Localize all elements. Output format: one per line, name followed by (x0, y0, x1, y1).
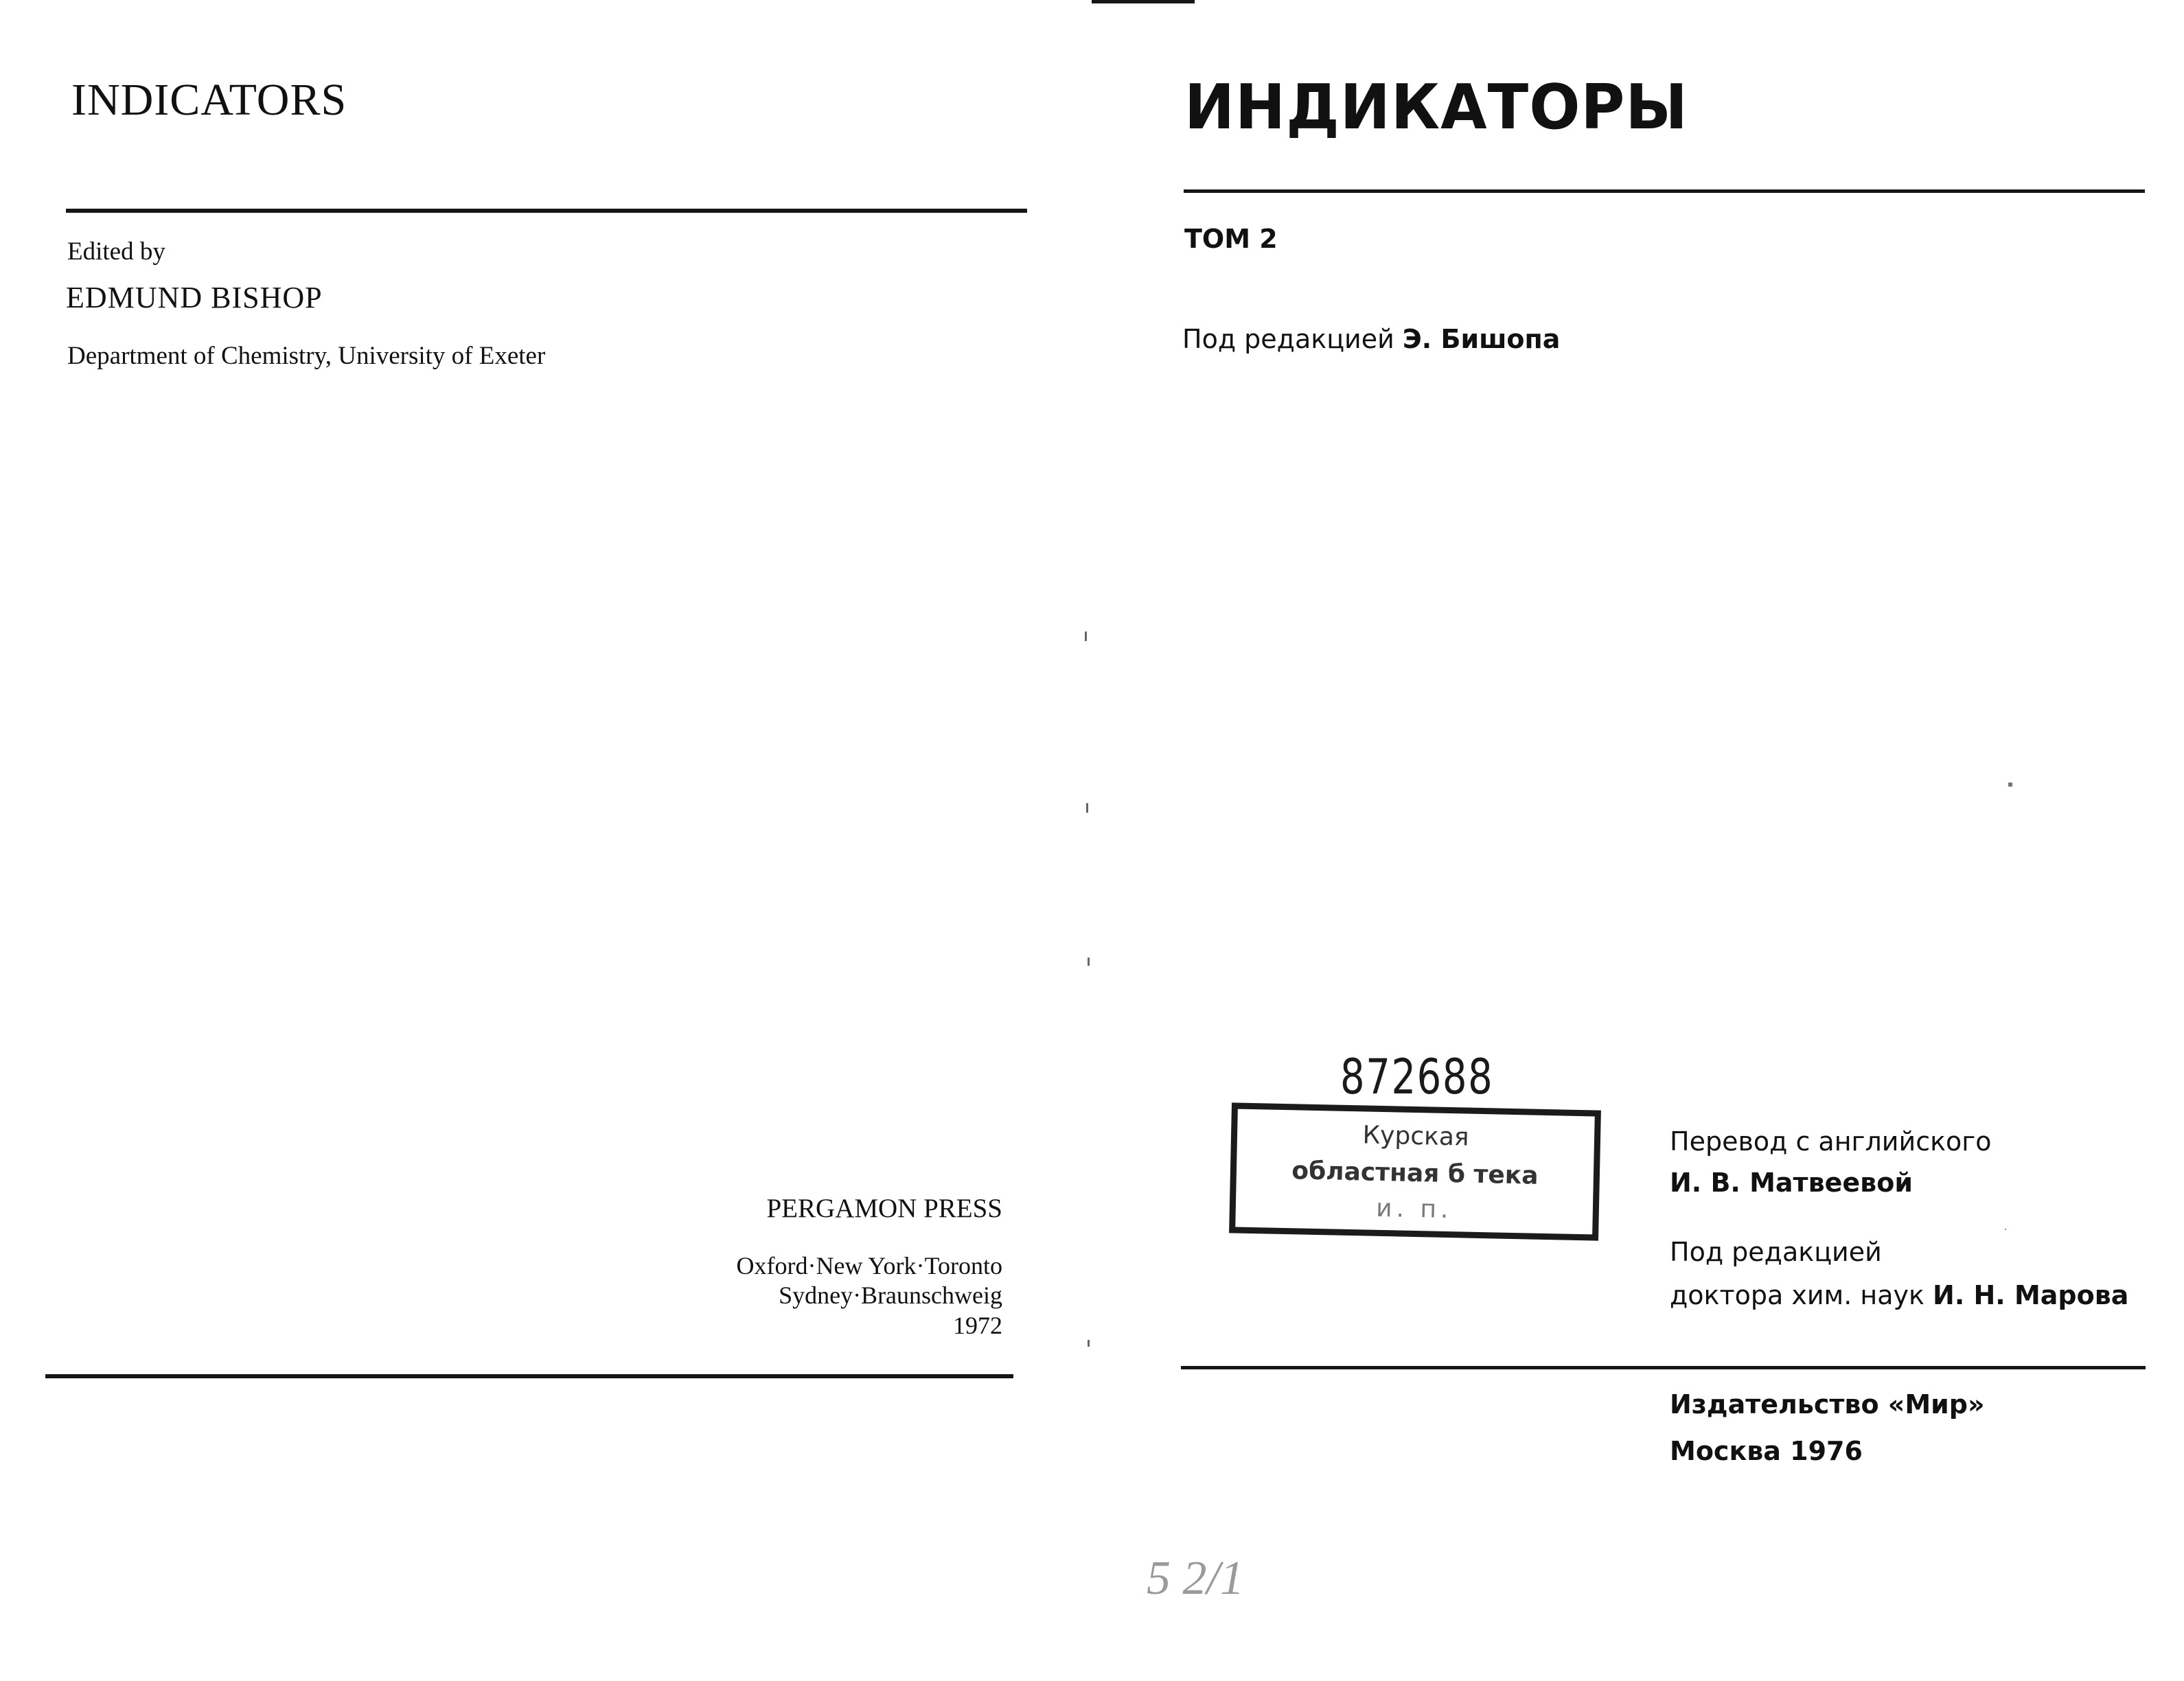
scan-speck (2008, 782, 2012, 787)
english-editor-name: EDMUND BISHOP (66, 281, 323, 314)
russian-editor-name: Э. Бишопа (1402, 324, 1561, 354)
library-stamp-line2: областная б тека (1291, 1157, 1539, 1190)
english-book-title: INDICATORS (71, 75, 347, 125)
english-publisher: PERGAMON PRESS (766, 1194, 1002, 1223)
russian-edited-by-line (1182, 324, 1560, 354)
russian-scientific-editor-degree: доктора хим. наук (1670, 1280, 1924, 1310)
scan-speck (2005, 1229, 2006, 1230)
english-edited-by-label: Edited by (67, 237, 165, 266)
russian-translator-name: И. В. Матвеевой (1670, 1168, 1913, 1198)
library-stamp-line3: и. п. (1375, 1194, 1453, 1225)
russian-publication-city-year: Москва 1976 (1670, 1436, 1863, 1466)
gutter-mark (1086, 803, 1088, 813)
russian-top-rule (1184, 189, 2145, 193)
library-stamp-line1: Курская (1362, 1121, 1469, 1152)
page-edge-mark (1092, 0, 1195, 3)
gutter-mark (1088, 1340, 1090, 1347)
russian-translated-from: Перевод с английского (1670, 1126, 1992, 1157)
english-affiliation: Department of Chemistry, University of Exeter (67, 342, 546, 370)
english-publication-year: 1972 (953, 1312, 1002, 1339)
library-stamp (1229, 1102, 1601, 1240)
gutter-mark (1085, 631, 1087, 641)
russian-book-title: ИНДИКАТОРЫ (1184, 71, 1688, 143)
russian-edited-by-label: Под редакцией (1182, 324, 1394, 354)
russian-bottom-rule (1181, 1366, 2146, 1369)
english-title-page (0, 0, 1071, 1681)
english-top-rule (66, 209, 1027, 213)
russian-publisher: Издательство «Мир» (1670, 1389, 1985, 1419)
russian-scientific-editor-label: Под редакцией (1670, 1237, 1882, 1267)
russian-scientific-editor-name: И. Н. Марова (1933, 1280, 2129, 1310)
gutter-mark (1088, 958, 1090, 966)
russian-scientific-editor-line (1670, 1280, 2128, 1310)
russian-title-page (1071, 0, 2184, 1681)
russian-volume-number: ТОМ 2 (1184, 224, 1278, 254)
handwritten-shelf-note: 5 2/1 (1147, 1552, 1244, 1605)
english-publisher-cities-line2: Sydney·Braunschweig (779, 1282, 1002, 1309)
english-bottom-rule (45, 1374, 1013, 1378)
inventory-number: 872688 (1340, 1049, 1494, 1105)
english-publisher-cities-line1: Oxford·New York·Toronto (736, 1252, 1002, 1279)
